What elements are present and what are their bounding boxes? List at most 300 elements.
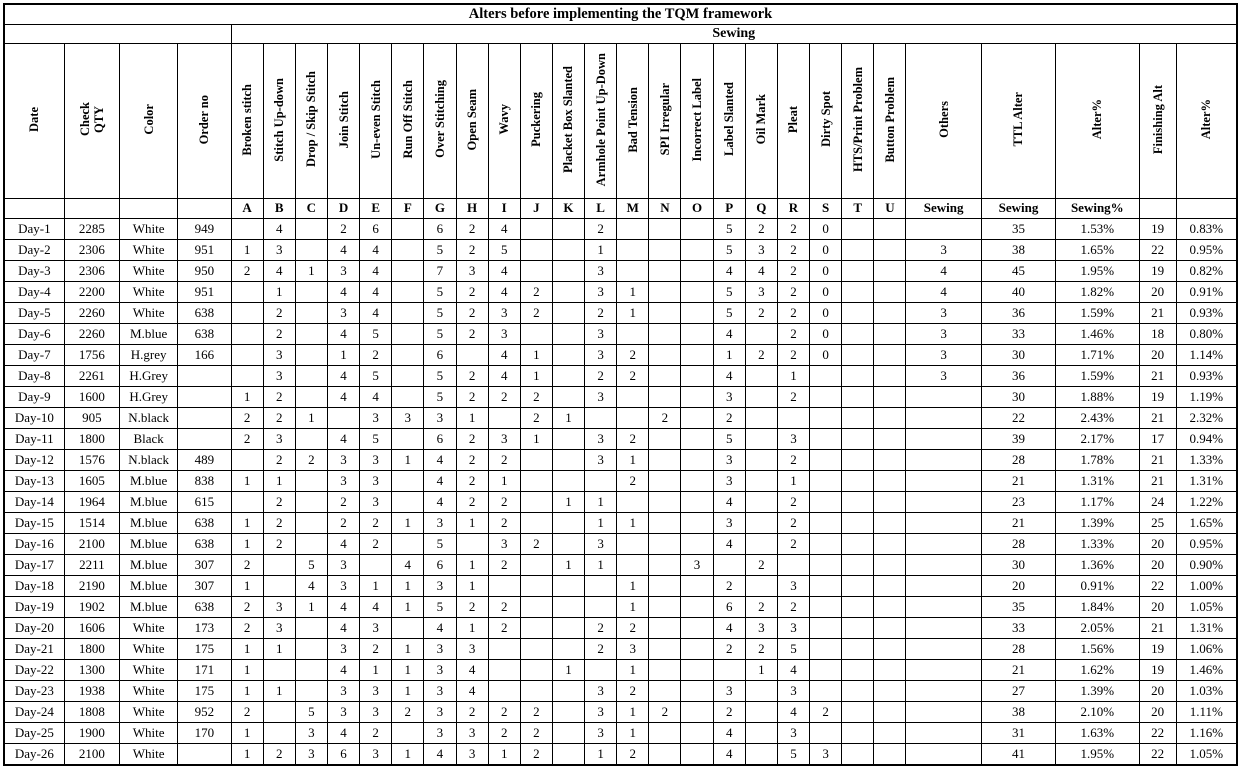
defect-cell <box>552 450 584 471</box>
defect-cell: 1 <box>295 408 327 429</box>
others-cell: 3 <box>906 303 981 324</box>
ttl-alter-cell: 45 <box>981 261 1055 282</box>
defect-cell: 4 <box>327 660 359 681</box>
defect-header-r <box>777 44 809 199</box>
finishing-pct-cell: 0.82% <box>1176 261 1237 282</box>
defect-cell <box>745 681 777 702</box>
defect-cell <box>263 660 295 681</box>
date-cell: Day-14 <box>4 492 64 513</box>
date-cell: Day-25 <box>4 723 64 744</box>
finishing-pct-cell: 1.33% <box>1176 450 1237 471</box>
defect-cell <box>231 219 263 240</box>
defect-header-s-label: Dirty Spot <box>818 91 833 148</box>
defect-cell <box>392 261 424 282</box>
others-cell: 4 <box>906 261 981 282</box>
defect-cell: 4 <box>424 450 456 471</box>
defect-cell <box>552 723 584 744</box>
defect-cell <box>649 387 681 408</box>
qty-cell: 2261 <box>64 366 119 387</box>
defect-cell: 2 <box>327 219 359 240</box>
defect-cell: 4 <box>713 324 745 345</box>
color-cell: White <box>120 681 178 702</box>
defect-header-u <box>874 44 906 199</box>
defect-cell <box>842 261 874 282</box>
color-cell: White <box>120 639 178 660</box>
date-cell: Day-26 <box>4 744 64 766</box>
defect-cell: 1 <box>327 345 359 366</box>
table-row <box>4 744 1237 766</box>
defect-cell <box>231 324 263 345</box>
defect-cell: 1 <box>360 660 392 681</box>
defect-cell: 3 <box>424 660 456 681</box>
finishing-alt-cell: 20 <box>1139 282 1176 303</box>
defect-cell <box>488 681 520 702</box>
defect-cell: 1 <box>585 492 617 513</box>
defect-cell: 3 <box>327 471 359 492</box>
defect-cell <box>681 723 713 744</box>
defect-cell: 1 <box>392 450 424 471</box>
defect-cell: 3 <box>488 324 520 345</box>
defect-cell: 2 <box>231 618 263 639</box>
defect-cell: 3 <box>327 450 359 471</box>
defect-cell: 2 <box>456 492 488 513</box>
defect-cell: 6 <box>424 219 456 240</box>
finishing-pct-cell: 0.91% <box>1176 282 1237 303</box>
defect-cell <box>552 618 584 639</box>
ttl-alter-cell: 31 <box>981 723 1055 744</box>
order-cell: 489 <box>178 450 231 471</box>
defect-cell: 2 <box>263 408 295 429</box>
others-cell: 3 <box>906 240 981 261</box>
defect-cell: 5 <box>360 429 392 450</box>
defect-cell: 1 <box>552 492 584 513</box>
date-cell: Day-20 <box>4 618 64 639</box>
defect-cell: 4 <box>713 723 745 744</box>
ttl-alter-cell: 41 <box>981 744 1055 766</box>
finishing-alt-cell: 21 <box>1139 366 1176 387</box>
defect-cell <box>874 450 906 471</box>
summary-header-2-label: Alter% <box>1090 99 1105 140</box>
defect-cell <box>520 471 552 492</box>
defect-header-k <box>552 44 584 199</box>
finishing-pct-cell: 1.31% <box>1176 471 1237 492</box>
order-cell: 638 <box>178 303 231 324</box>
color-cell: White <box>120 261 178 282</box>
defect-cell: 1 <box>456 408 488 429</box>
defect-cell <box>713 555 745 576</box>
defect-header-n <box>649 44 681 199</box>
defect-cell: 1 <box>231 744 263 766</box>
defect-cell <box>649 639 681 660</box>
defect-cell <box>842 282 874 303</box>
defect-cell: 3 <box>327 555 359 576</box>
date-cell: Day-3 <box>4 261 64 282</box>
defect-cell <box>392 366 424 387</box>
defect-cell <box>520 618 552 639</box>
table-row <box>4 450 1237 471</box>
alter-pct-cell: 1.39% <box>1056 513 1139 534</box>
defect-letter: U <box>874 199 906 219</box>
summary-header-1 <box>981 44 1055 199</box>
defect-cell <box>327 408 359 429</box>
defect-cell <box>360 555 392 576</box>
date-cell: Day-24 <box>4 702 64 723</box>
defect-cell: 4 <box>327 597 359 618</box>
ttl-alter-cell: 40 <box>981 282 1055 303</box>
defect-cell <box>874 366 906 387</box>
defect-cell: 3 <box>585 429 617 450</box>
ttl-alter-cell: 23 <box>981 492 1055 513</box>
color-cell: M.blue <box>120 513 178 534</box>
header-order-no-label: Order no <box>197 94 212 145</box>
defect-header-l-label: Armhole Point Up-Down <box>593 52 608 187</box>
date-cell: Day-10 <box>4 408 64 429</box>
order-cell: 638 <box>178 597 231 618</box>
table-title: Alters before implementing the TQM framework <box>4 4 1237 25</box>
defect-cell <box>552 366 584 387</box>
defect-cell: 2 <box>488 387 520 408</box>
header-color-label: Color <box>141 104 156 135</box>
order-cell: 638 <box>178 513 231 534</box>
defect-cell <box>520 597 552 618</box>
defect-cell: 2 <box>745 219 777 240</box>
defect-cell: 6 <box>424 345 456 366</box>
date-cell: Day-6 <box>4 324 64 345</box>
defect-cell <box>842 492 874 513</box>
defect-cell: 5 <box>295 702 327 723</box>
defect-cell <box>649 576 681 597</box>
defect-cell: 3 <box>488 303 520 324</box>
defect-cell <box>392 534 424 555</box>
defect-cell: 5 <box>360 324 392 345</box>
finishing-alt-cell: 22 <box>1139 744 1176 766</box>
defect-cell: 2 <box>360 345 392 366</box>
defect-cell: 2 <box>231 408 263 429</box>
others-cell <box>906 555 981 576</box>
others-cell <box>906 450 981 471</box>
defect-cell: 1 <box>777 366 809 387</box>
defect-cell: 2 <box>295 450 327 471</box>
defect-cell <box>649 282 681 303</box>
defect-cell: 2 <box>617 744 649 766</box>
others-cell <box>906 618 981 639</box>
defect-cell <box>874 639 906 660</box>
finishing-pct-cell: 0.90% <box>1176 555 1237 576</box>
defect-cell <box>520 555 552 576</box>
defect-cell <box>552 471 584 492</box>
table-row <box>4 618 1237 639</box>
others-cell <box>906 513 981 534</box>
table-row <box>4 534 1237 555</box>
defect-cell <box>392 723 424 744</box>
defect-cell: 2 <box>745 639 777 660</box>
order-cell <box>178 408 231 429</box>
defect-cell: 2 <box>456 240 488 261</box>
color-cell: White <box>120 702 178 723</box>
defect-cell <box>681 261 713 282</box>
finishing-alt-cell: 18 <box>1139 324 1176 345</box>
defect-cell: 1 <box>456 555 488 576</box>
ttl-alter-cell: 30 <box>981 345 1055 366</box>
defect-cell: 6 <box>360 219 392 240</box>
defect-cell <box>681 534 713 555</box>
defect-cell: 4 <box>327 618 359 639</box>
defect-cell <box>810 555 842 576</box>
defect-header-j <box>520 44 552 199</box>
defect-cell: 5 <box>713 219 745 240</box>
defect-cell: 2 <box>745 303 777 324</box>
defect-cell <box>295 324 327 345</box>
defect-cell: 4 <box>327 366 359 387</box>
header-check-qty <box>64 44 119 199</box>
others-cell <box>906 744 981 766</box>
defect-cell: 3 <box>585 345 617 366</box>
defect-cell <box>295 618 327 639</box>
order-cell: 615 <box>178 492 231 513</box>
defect-cell <box>392 471 424 492</box>
defect-letter: Q <box>745 199 777 219</box>
defect-cell <box>520 219 552 240</box>
defect-cell <box>649 618 681 639</box>
defect-cell: 4 <box>263 261 295 282</box>
defect-cell: 5 <box>295 555 327 576</box>
defect-cell <box>231 492 263 513</box>
defect-cell <box>392 618 424 639</box>
defect-cell: 2 <box>520 744 552 766</box>
defect-cell: 1 <box>231 387 263 408</box>
defect-cell: 1 <box>488 471 520 492</box>
date-cell: Day-11 <box>4 429 64 450</box>
others-cell: 3 <box>906 366 981 387</box>
defect-cell: 2 <box>488 723 520 744</box>
defect-cell: 2 <box>713 576 745 597</box>
defect-cell: 3 <box>585 723 617 744</box>
defect-cell <box>842 723 874 744</box>
defect-cell: 2 <box>777 534 809 555</box>
finishing-alt-cell: 21 <box>1139 303 1176 324</box>
table-row <box>4 576 1237 597</box>
group-header-row <box>4 25 1237 44</box>
defect-letter: A <box>231 199 263 219</box>
defect-cell: 2 <box>777 219 809 240</box>
defect-cell <box>810 618 842 639</box>
defect-cell <box>681 387 713 408</box>
alter-pct-cell: 1.53% <box>1056 219 1139 240</box>
defect-cell: 3 <box>360 408 392 429</box>
defect-cell <box>874 240 906 261</box>
defect-cell: 2 <box>488 618 520 639</box>
defect-cell: 3 <box>263 618 295 639</box>
date-cell: Day-18 <box>4 576 64 597</box>
defect-header-p <box>713 44 745 199</box>
date-cell: Day-23 <box>4 681 64 702</box>
defect-cell: 2 <box>520 723 552 744</box>
defect-cell: 1 <box>520 366 552 387</box>
defect-cell: 3 <box>681 555 713 576</box>
qty-cell: 2260 <box>64 303 119 324</box>
defect-cell <box>842 534 874 555</box>
qty-cell: 1900 <box>64 723 119 744</box>
qty-cell: 1756 <box>64 345 119 366</box>
defect-cell: 5 <box>713 240 745 261</box>
header-check-qty-label: Check QTY <box>77 102 106 137</box>
defect-cell: 2 <box>456 597 488 618</box>
defect-cell: 2 <box>231 555 263 576</box>
defect-cell <box>745 723 777 744</box>
defect-cell <box>552 261 584 282</box>
defect-cell: 3 <box>360 471 392 492</box>
defect-cell: 3 <box>745 282 777 303</box>
defect-cell: 1 <box>392 513 424 534</box>
defect-cell <box>263 723 295 744</box>
defect-cell <box>745 492 777 513</box>
header-color <box>120 44 178 199</box>
finishing-pct-cell: 1.05% <box>1176 597 1237 618</box>
finishing-pct-cell: 0.80% <box>1176 324 1237 345</box>
defect-cell <box>552 597 584 618</box>
ttl-alter-cell: 35 <box>981 219 1055 240</box>
color-cell: H.Grey <box>120 366 178 387</box>
defect-cell: 2 <box>617 618 649 639</box>
defect-cell: 3 <box>360 681 392 702</box>
defect-cell <box>842 324 874 345</box>
defect-cell <box>456 345 488 366</box>
defect-cell: 3 <box>360 492 392 513</box>
color-cell: M.blue <box>120 471 178 492</box>
defect-cell <box>552 639 584 660</box>
defect-cell: 2 <box>617 345 649 366</box>
defect-cell <box>552 303 584 324</box>
finishing-pct-cell: 0.95% <box>1176 534 1237 555</box>
defect-cell <box>842 660 874 681</box>
sewing-group-header: Sewing <box>231 25 1237 44</box>
defect-cell <box>745 450 777 471</box>
defect-cell <box>649 366 681 387</box>
defect-cell <box>552 534 584 555</box>
date-cell: Day-9 <box>4 387 64 408</box>
defect-cell <box>617 324 649 345</box>
defect-cell: 4 <box>424 744 456 766</box>
defect-cell: 3 <box>360 744 392 766</box>
date-cell: Day-5 <box>4 303 64 324</box>
defect-letter: P <box>713 199 745 219</box>
defect-cell: 2 <box>777 513 809 534</box>
ttl-alter-cell: 39 <box>981 429 1055 450</box>
alter-pct-cell: 1.84% <box>1056 597 1139 618</box>
finishing-alt-cell: 19 <box>1139 261 1176 282</box>
defect-cell: 1 <box>617 450 649 471</box>
defect-cell: 1 <box>392 681 424 702</box>
defect-cell: 4 <box>488 366 520 387</box>
defect-cell <box>681 471 713 492</box>
defect-cell: 2 <box>456 303 488 324</box>
defect-cell: 2 <box>745 345 777 366</box>
defect-header-g <box>424 44 456 199</box>
defect-cell <box>810 597 842 618</box>
defect-header-g-label: Over Stitching <box>432 80 447 159</box>
defect-cell: 1 <box>231 723 263 744</box>
defect-cell: 4 <box>327 324 359 345</box>
defect-cell <box>263 555 295 576</box>
defect-cell <box>488 660 520 681</box>
defect-cell: 3 <box>295 723 327 744</box>
defect-cell <box>649 471 681 492</box>
defect-cell <box>295 471 327 492</box>
defect-cell <box>745 324 777 345</box>
color-cell: Black <box>120 429 178 450</box>
defect-cell <box>874 660 906 681</box>
alter-pct-cell: 1.33% <box>1056 534 1139 555</box>
defect-header-e <box>360 44 392 199</box>
defect-letter: R <box>777 199 809 219</box>
date-cell: Day-15 <box>4 513 64 534</box>
summary-header-0 <box>906 44 981 199</box>
date-cell: Day-2 <box>4 240 64 261</box>
defect-cell: 2 <box>520 534 552 555</box>
summary-header-1-label: TTL Alter <box>1011 92 1026 147</box>
defect-cell: 1 <box>231 240 263 261</box>
defect-cell <box>649 429 681 450</box>
defect-cell <box>810 387 842 408</box>
defect-cell <box>520 240 552 261</box>
defect-cell: 2 <box>456 387 488 408</box>
defect-cell <box>392 429 424 450</box>
defect-cell: 3 <box>327 639 359 660</box>
defect-cell: 0 <box>810 345 842 366</box>
defect-cell: 2 <box>231 597 263 618</box>
defect-cell: 1 <box>617 660 649 681</box>
others-cell <box>906 597 981 618</box>
defect-cell: 2 <box>585 639 617 660</box>
defect-cell <box>295 240 327 261</box>
defect-cell: 4 <box>327 429 359 450</box>
defect-cell: 2 <box>263 303 295 324</box>
defect-cell: 2 <box>327 492 359 513</box>
date-cell: Day-17 <box>4 555 64 576</box>
defect-cell <box>681 366 713 387</box>
defect-cell: 3 <box>585 681 617 702</box>
order-cell <box>178 744 231 766</box>
defect-cell <box>392 219 424 240</box>
table-row <box>4 597 1237 618</box>
defect-cell <box>295 282 327 303</box>
defect-cell <box>295 219 327 240</box>
defect-cell: 1 <box>231 534 263 555</box>
defect-cell <box>681 702 713 723</box>
alter-pct-cell: 2.05% <box>1056 618 1139 639</box>
defect-cell: 2 <box>777 324 809 345</box>
defect-cell <box>681 660 713 681</box>
defect-cell: 0 <box>810 303 842 324</box>
defect-cell: 1 <box>552 660 584 681</box>
defect-cell: 3 <box>327 681 359 702</box>
table-row <box>4 219 1237 240</box>
defect-cell <box>874 303 906 324</box>
finishing-pct-cell: 0.93% <box>1176 366 1237 387</box>
defect-cell <box>874 324 906 345</box>
color-cell: M.blue <box>120 576 178 597</box>
others-cell: 3 <box>906 324 981 345</box>
defect-cell <box>745 366 777 387</box>
defect-cell: 1 <box>713 345 745 366</box>
defect-cell: 1 <box>617 513 649 534</box>
defect-cell: 2 <box>231 702 263 723</box>
finishing-pct-cell: 1.16% <box>1176 723 1237 744</box>
defect-header-u-label: Button Problem <box>882 76 897 163</box>
defect-cell <box>552 387 584 408</box>
defect-cell: 4 <box>360 387 392 408</box>
defect-cell <box>681 492 713 513</box>
